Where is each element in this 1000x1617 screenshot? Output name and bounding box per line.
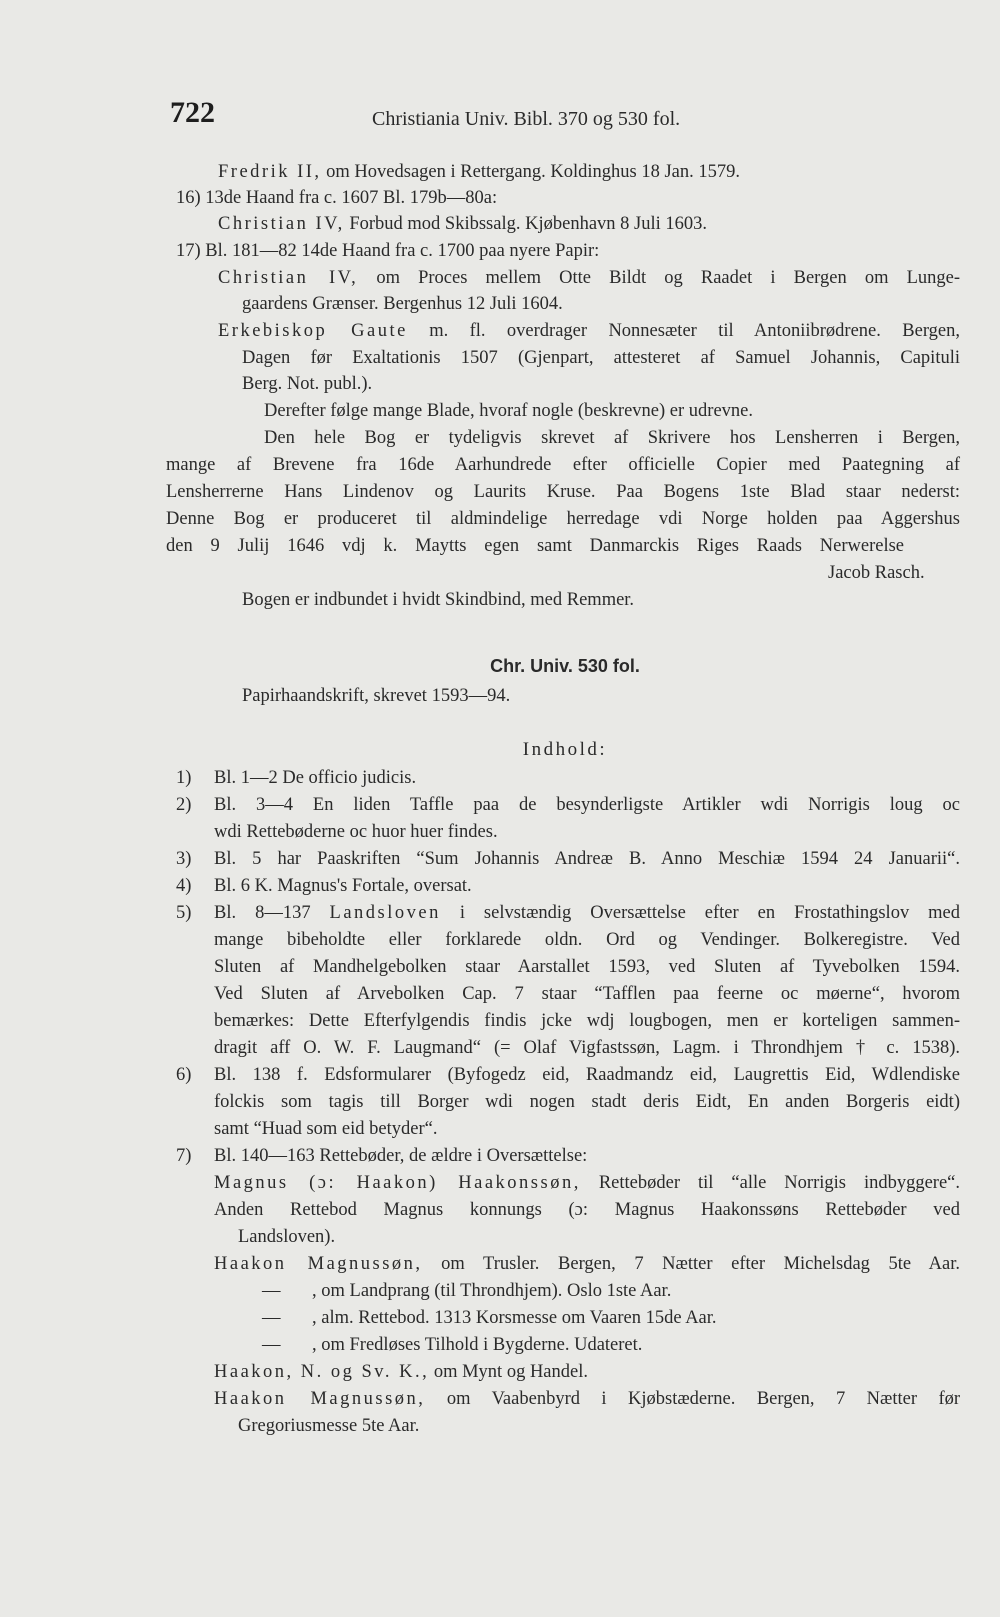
item-text: i selvstændig Oversættelse efter en Frostathingslov med [459, 903, 961, 923]
contents-subitem-cont: Landsloven). [238, 1227, 336, 1247]
contents-subitem [262, 1279, 671, 1303]
page-header [170, 96, 960, 136]
item-number: 2) [176, 795, 192, 815]
person-name: Erkebiskop Gaute [218, 321, 408, 341]
item-text: om Trusler. Bergen, 7 Nætter efter Michelsdag 5te Aar. [441, 1254, 961, 1274]
ditto-dash: — [262, 1281, 281, 1301]
royal-name: Magnus (ɔ: Haakon) Haakonssøn, [214, 1173, 581, 1193]
entry-text: om Hovedsagen i Rettergang. Koldinghus 18 Jan. 1579. [326, 162, 740, 182]
item-number: 1) [176, 768, 192, 788]
section-heading: Chr. Univ. 530 fol. [490, 656, 640, 676]
entry-17: 17) Bl. 181—82 14de Haand fra c. 1700 paa nyere Papir: [176, 241, 600, 261]
item-number: 5) [176, 903, 192, 923]
contents-item: Bl. 140—163 Rettebøder, de ældre i Oversættelse: [214, 1146, 588, 1166]
royal-name: Haakon Magnussøn, [214, 1389, 426, 1409]
contents-item-cont: dragit aff O. W. F. Laugmand“ (= Olaf Vigfastssøn, Lagm. i Throndhjem † c. 1538). [214, 1038, 960, 1058]
ditto-dash: — [262, 1308, 281, 1328]
work-title: Landsloven [329, 903, 441, 923]
contents-item-cont: folckis som tagis till Borger wdi nogen stadt deris Eidt, En anden Borgeris eidt) [214, 1092, 960, 1112]
contents-subitem [214, 1387, 960, 1411]
item-number: 3) [176, 849, 192, 869]
royal-name: Christian IV, [218, 214, 345, 234]
item-text: , om Landprang (til Throndhjem). Oslo 1ste Aar. [312, 1281, 672, 1301]
contents-subitem [214, 1360, 588, 1384]
item-text: Rettebøder til “alle Norrigis indbyggere“. [598, 1173, 961, 1193]
item-number: 4) [176, 876, 192, 896]
contents-subitem [262, 1306, 717, 1330]
contents-subitem [262, 1333, 642, 1357]
entry-erkebiskop [218, 319, 960, 343]
paragraph-line: mange af Brevene fra 16de Aarhundrede efter officielle Copier med Paategning af [166, 455, 960, 475]
entry-christian-1603 [218, 212, 707, 236]
paragraph-line: Lensherrerne Hans Lindenov og Laurits Kruse. Paa Bogens 1ste Blad staar nederst: [166, 482, 960, 502]
entry-christian-1604 [218, 266, 960, 290]
contents-item-cont: Ved Sluten af Arvebolken Cap. 7 staar “Tafflen paa feerne oc møerne“, hvorom [214, 984, 960, 1004]
royal-name: Christian IV, [218, 268, 359, 288]
paragraph-line: Derefter følge mange Blade, hvoraf nogle (beskrevne) er udrevne. [264, 401, 753, 421]
ditto-dash: — [262, 1335, 281, 1355]
royal-name: Fredrik II, [218, 162, 322, 182]
contents-item-cont: bemærkes: Dette Efterfylgendis findis jcke wdj lougbogen, men er korteligen sammen- [214, 1011, 960, 1031]
contents-subitem [214, 1171, 960, 1195]
contents-item-cont: mange bibeholdte eller forklarede oldn. Ord og Vendinger. Bolkeregistre. Ved [214, 930, 960, 950]
contents-item-cont: Sluten af Mandhelgebolken staar Aarstallet 1593, ved Sluten af Tyvebolken 1594. [214, 957, 960, 977]
contents-subitem [214, 1252, 960, 1276]
contents-heading: Indhold: [522, 739, 608, 760]
contents-item: Bl. 138 f. Edsformularer (Byfogedz eid, Raadmandz eid, Laugrettis Eid, Wdlendiske [214, 1065, 960, 1085]
entry-continuation: Dagen før Exaltationis 1507 (Gjenpart, attesteret af Samuel Johannis, Capituli [242, 348, 960, 368]
paragraph-line: Den hele Bog er tydeligvis skrevet af Skrivere hos Lensherren i Bergen, [264, 428, 960, 448]
contents-item: Bl. 6 K. Magnus's Fortale, oversat. [214, 876, 472, 896]
contents-item [214, 901, 960, 925]
entry-text: m. fl. overdrager Nonnesæter til Antoniibrødrene. Bergen, [429, 321, 960, 341]
item-text: , om Fredløses Tilhold i Bygderne. Udateret. [312, 1335, 643, 1355]
entry-text: Forbud mod Skibssalg. Kjøbenhavn 8 Juli 1603. [349, 214, 708, 234]
contents-subitem: Anden Rettebod Magnus konnungs (ɔ: Magnus Haakonssøns Rettebøder ved [214, 1200, 960, 1220]
paragraph-line: den 9 Julij 1646 vdj k. Maytts egen samt Danmarckis Riges Raads Nerwerelse [166, 536, 904, 556]
contents-item-cont: wdi Rettebøderne oc huor huer findes. [214, 822, 498, 842]
item-number: 7) [176, 1146, 192, 1166]
item-text: , alm. Rettebod. 1313 Korsmesse om Vaaren 15de Aar. [312, 1308, 717, 1328]
entry-fredrik [218, 160, 964, 184]
item-text: om Vaabenbyrd i Kjøbstæderne. Bergen, 7 Nætter før [446, 1389, 961, 1409]
entry-continuation: Berg. Not. publ.). [242, 374, 373, 394]
running-title: Christiania Univ. Bibl. 370 og 530 fol. [372, 108, 681, 130]
contents-item: Bl. 3—4 En liden Taffle paa de besynderligste Artikler wdi Norrigis loug oc [214, 795, 960, 815]
binding-note: Bogen er indbundet i hvidt Skindbind, med Remmer. [242, 590, 635, 610]
item-text: om Mynt og Handel. [433, 1362, 588, 1382]
contents-item: Bl. 5 har Paaskriften “Sum Johannis Andreæ B. Anno Meschiæ 1594 24 Januarii“. [214, 849, 960, 869]
contents-subitem-cont: Gregoriusmesse 5te Aar. [238, 1416, 420, 1436]
entry-continuation: gaardens Grænser. Bergenhus 12 Juli 1604. [242, 294, 563, 314]
item-number: 6) [176, 1065, 192, 1085]
contents-item: Bl. 1—2 De officio judicis. [214, 768, 417, 788]
contents-item-cont: samt “Huad som eid betyder“. [214, 1119, 438, 1139]
royal-name: Haakon Magnussøn, [214, 1254, 423, 1274]
entry-text: om Proces mellem Otte Bildt og Raadet i Bergen om Lunge- [376, 268, 960, 288]
manuscript-description: Papirhaandskrift, skrevet 1593—94. [242, 686, 511, 706]
royal-name: Haakon, N. og Sv. K., [214, 1362, 430, 1382]
item-text: Bl. 8—137 [214, 903, 311, 923]
signature: Jacob Rasch. [828, 563, 925, 583]
paragraph-line: Denne Bog er produceret til aldmindelige herredage vdi Norge holden paa Aggershus [166, 509, 960, 529]
page-number: 722 [170, 96, 215, 129]
entry-16: 16) 13de Haand fra c. 1607 Bl. 179b—80a: [176, 188, 498, 208]
